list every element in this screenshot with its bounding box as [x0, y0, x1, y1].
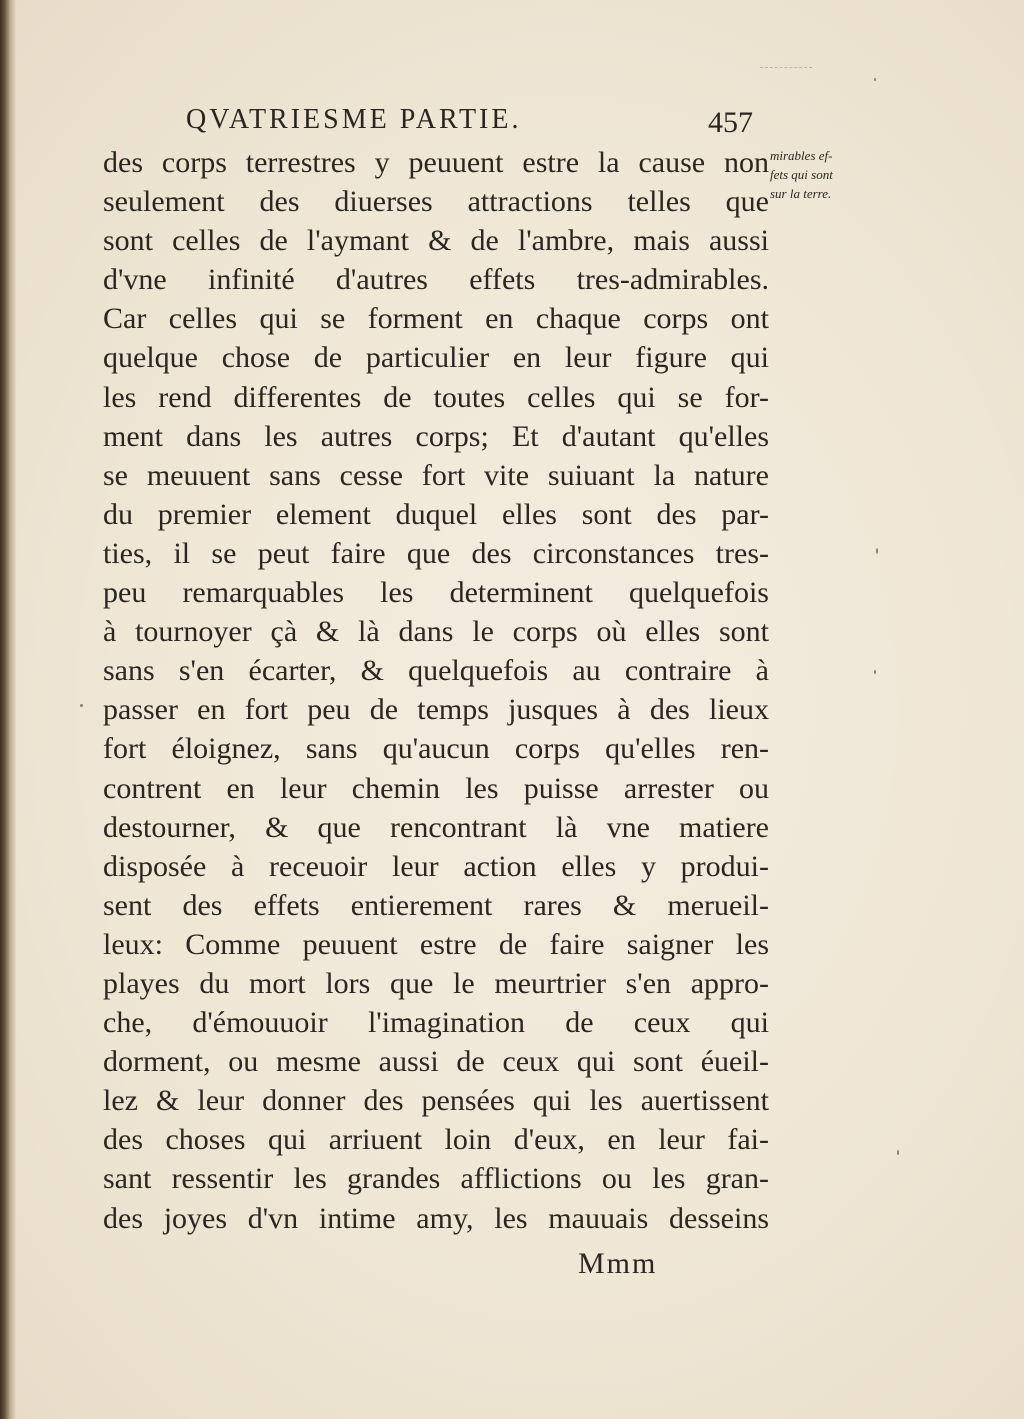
binding-edge [0, 0, 16, 1419]
text-line: ment dans les autres corps; Et d'autant qu'elles [103, 419, 769, 453]
margin-note-line: sur la terre. [770, 186, 832, 201]
paper-speck [897, 1150, 899, 1155]
text-line: dorment, ou mesme aussi de ceux qui sont éueil- [103, 1045, 769, 1079]
text-line: sans s'en écarter, & quelquefois au contraire à [103, 654, 769, 688]
paper-speck [874, 78, 876, 81]
text-line: ties, il se peut faire que des circonstances tres- [103, 536, 769, 570]
text-line: lez & leur donner des pensées qui les auertissent [103, 1084, 769, 1118]
text-line: peu remarquables les determinent quelquefois [103, 576, 769, 610]
text-line: du premier element duquel elles sont des par- [103, 497, 769, 531]
text-line: des joyes d'vn intime amy, les mauuais desseins [103, 1201, 769, 1235]
text-line: che, d'émouuoir l'imagination de ceux qui [103, 1006, 769, 1040]
text-line: seulement des diuerses attractions telles que [103, 185, 769, 219]
margin-note-line: mirables ef- [770, 148, 833, 163]
text-line: contrent en leur chemin les puisse arrester ou [103, 771, 769, 805]
margin-note [770, 146, 882, 203]
paper-speck [876, 548, 878, 554]
text-line: des corps terrestres y peuuent estre la cause non [103, 146, 769, 179]
text-line: leux: Comme peuuent estre de faire saigner les [103, 927, 769, 961]
running-title: QVATRIESME PARTIE. [186, 104, 522, 135]
text-line: Car celles qui se forment en chaque corps ont [103, 302, 769, 336]
text-line: les rend differentes de toutes celles qui se for- [103, 380, 769, 414]
signature-mark: Mmm [578, 1247, 658, 1280]
text-line: d'vne infinité d'autres effets tres-admirables. [103, 263, 769, 297]
text-line: passer en fort peu de temps jusques à des lieux [103, 693, 769, 727]
text-line: à tournoyer çà & là dans le corps où elles sont [103, 615, 769, 649]
faint-mark [760, 67, 812, 69]
text-line: quelque chose de particulier en leur figure qui [103, 341, 769, 375]
text-line: se meuuent sans cesse fort vite suiuant la nature [103, 458, 769, 492]
body-text [103, 143, 769, 1238]
text-line: sent des effets entierement rares & merueil- [103, 888, 769, 922]
paper-speck [874, 670, 876, 674]
text-line: sant ressentir les grandes afflictions ou les gran- [103, 1162, 769, 1196]
text-line: disposée à receuoir leur action elles y produi- [103, 849, 769, 883]
paper-speck [80, 704, 83, 707]
running-head [186, 104, 766, 144]
text-line: fort éloignez, sans qu'aucun corps qu'elles ren- [103, 732, 769, 766]
text-line: destourner, & que rencontrant là vne matiere [103, 810, 769, 844]
text-line: des choses qui arriuent loin d'eux, en leur fai- [103, 1123, 769, 1157]
text-line: playes du mort lors que le meurtrier s'en appro- [103, 966, 769, 1000]
margin-note-line: fets qui sont [770, 167, 833, 182]
text-line: sont celles de l'aymant & de l'ambre, mais aussi [103, 224, 769, 258]
page-number: 457 [708, 106, 753, 139]
